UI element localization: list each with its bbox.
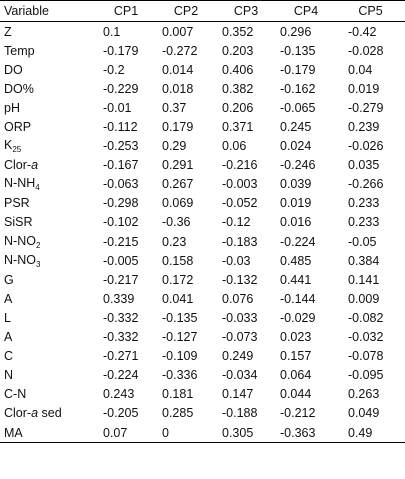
cp2-value: -0.135 bbox=[162, 310, 198, 325]
cp1-value: 0.1 bbox=[103, 24, 121, 39]
variable-cell bbox=[0, 308, 96, 327]
variable-cell bbox=[0, 270, 96, 289]
table-row bbox=[0, 232, 405, 251]
variable-cell bbox=[0, 232, 96, 251]
header-cp1: CP1 bbox=[96, 1, 156, 22]
variable-name: C bbox=[4, 349, 14, 364]
variable-subscript: 4 bbox=[35, 183, 40, 193]
cp3-value: 0.406 bbox=[222, 62, 254, 77]
variable-cell bbox=[0, 137, 96, 156]
cp5-value: -0.078 bbox=[348, 349, 384, 364]
cp1-value: -0.215 bbox=[103, 234, 139, 249]
cp5-value: -0.266 bbox=[348, 177, 384, 192]
variable-name: L bbox=[4, 310, 11, 325]
cp4-value: 0.023 bbox=[280, 330, 312, 345]
variable-cell bbox=[0, 41, 96, 60]
variable-cell bbox=[0, 423, 96, 443]
cp4-value: 0.019 bbox=[280, 196, 312, 211]
cp1-value: -0.229 bbox=[103, 81, 139, 96]
variable-name: N-NH bbox=[4, 176, 36, 191]
table-row bbox=[0, 41, 405, 60]
cp2-value: 0.158 bbox=[162, 253, 194, 268]
cp3-value: 0.382 bbox=[222, 81, 254, 96]
cp2-value: 0.29 bbox=[162, 139, 187, 154]
cp1-value: -0.167 bbox=[103, 158, 139, 173]
table-row bbox=[0, 137, 405, 156]
cp5-value: -0.279 bbox=[348, 100, 384, 115]
cp4-value: 0.016 bbox=[280, 215, 312, 230]
cp5-value: -0.026 bbox=[348, 139, 384, 154]
table-row bbox=[0, 366, 405, 385]
variable-cell bbox=[0, 385, 96, 404]
variable-cell bbox=[0, 213, 96, 232]
table-body bbox=[0, 22, 405, 443]
cp5-value: -0.05 bbox=[348, 234, 377, 249]
cp2-value: -0.272 bbox=[162, 43, 198, 58]
cp1-value: -0.063 bbox=[103, 177, 139, 192]
cp5-value: -0.032 bbox=[348, 330, 384, 345]
header-cp5: CP5 bbox=[336, 1, 405, 22]
variable-subscript: 2 bbox=[35, 240, 41, 250]
cp4-value: -0.135 bbox=[280, 43, 316, 58]
table-row bbox=[0, 60, 405, 79]
variable-cell bbox=[0, 251, 96, 270]
cp1-value: -0.271 bbox=[103, 349, 139, 364]
cp1-value: -0.253 bbox=[103, 139, 139, 154]
cp1-value: -0.2 bbox=[103, 62, 125, 77]
cp3-value: 0.206 bbox=[222, 100, 254, 115]
cp3-value: -0.188 bbox=[222, 406, 258, 421]
cp1-value: -0.298 bbox=[103, 196, 139, 211]
variable-name: ORP bbox=[4, 120, 32, 135]
cp2-value: 0.285 bbox=[162, 406, 194, 421]
table-row bbox=[0, 213, 405, 232]
cp4-value: 0.157 bbox=[280, 349, 312, 364]
cp1-value: -0.102 bbox=[103, 215, 139, 230]
variable-cell bbox=[0, 366, 96, 385]
cp1-value: 0.339 bbox=[103, 291, 135, 306]
cp3-value: 0.147 bbox=[222, 387, 254, 402]
cp2-value: 0.172 bbox=[162, 272, 194, 287]
cp1-value: -0.112 bbox=[103, 120, 138, 135]
cp1-value: 0.243 bbox=[103, 387, 135, 402]
cp4-value: 0.039 bbox=[280, 177, 312, 192]
cp5-value: 0.035 bbox=[348, 158, 380, 173]
table-row bbox=[0, 289, 405, 308]
cp2-value: 0.069 bbox=[162, 196, 194, 211]
variable-cell bbox=[0, 175, 96, 194]
variable-name: DO bbox=[4, 62, 23, 77]
cp1-value: 0.07 bbox=[96, 423, 156, 443]
variable-name: pH bbox=[4, 100, 20, 115]
variable-cell bbox=[0, 194, 96, 213]
variable-cell bbox=[0, 347, 96, 366]
table-row bbox=[0, 423, 405, 443]
cp5-value: -0.028 bbox=[348, 43, 384, 58]
cp3-value: -0.033 bbox=[222, 310, 258, 325]
cp4-value: -0.162 bbox=[280, 81, 316, 96]
variable-name: DO% bbox=[4, 81, 34, 96]
cp4-value: -0.363 bbox=[276, 423, 336, 443]
header-cp3: CP3 bbox=[216, 1, 276, 22]
cp5-value: 0.239 bbox=[348, 120, 380, 135]
cp3-value: -0.073 bbox=[222, 330, 258, 345]
table-row bbox=[0, 79, 405, 98]
table-row bbox=[0, 98, 405, 117]
cp5-value: 0.384 bbox=[348, 253, 380, 268]
variable-name: N-NO bbox=[4, 252, 36, 267]
cp2-value: -0.36 bbox=[162, 215, 191, 230]
cp1-value: -0.005 bbox=[103, 253, 139, 268]
table-header bbox=[0, 1, 405, 22]
cp2-value: -0.127 bbox=[162, 330, 198, 345]
cp2-value: -0.109 bbox=[162, 349, 198, 364]
cp2-value: 0.37 bbox=[162, 100, 187, 115]
variable-name: N-NO bbox=[4, 233, 36, 248]
table-row bbox=[0, 22, 405, 42]
variable-name: K bbox=[4, 138, 13, 153]
cp5-value: 0.04 bbox=[348, 62, 373, 77]
cp3-value: 0.076 bbox=[222, 291, 254, 306]
table-row bbox=[0, 385, 405, 404]
variable-name: N bbox=[4, 368, 14, 383]
variable-suffix: sed bbox=[38, 406, 62, 421]
cp5-value: -0.082 bbox=[348, 310, 384, 325]
cp5-value: -0.42 bbox=[348, 24, 377, 39]
table-row bbox=[0, 175, 405, 194]
variable-cell bbox=[0, 117, 96, 136]
cp2-value: 0.018 bbox=[162, 81, 194, 96]
cp3-value: 0.06 bbox=[222, 139, 247, 154]
cp3-value: 0.352 bbox=[222, 24, 254, 39]
variable-name: SiSR bbox=[4, 215, 33, 230]
variable-cell bbox=[0, 328, 96, 347]
variable-name: PSR bbox=[4, 196, 30, 211]
cp2-value: 0.23 bbox=[162, 234, 187, 249]
variable-name: A bbox=[4, 291, 13, 306]
cp3-value: -0.003 bbox=[222, 177, 258, 192]
variable-cell bbox=[0, 98, 96, 117]
cp3-value: 0.203 bbox=[222, 43, 254, 58]
cp3-value: -0.216 bbox=[222, 158, 258, 173]
cp1-value: -0.224 bbox=[103, 368, 139, 383]
variable-cell bbox=[0, 60, 96, 79]
variable-cell bbox=[0, 79, 96, 98]
cp3-value: 0.305 bbox=[216, 423, 276, 443]
cp3-value: -0.034 bbox=[222, 368, 258, 383]
cp4-value: 0.024 bbox=[280, 139, 312, 154]
cp3-value: -0.12 bbox=[222, 215, 251, 230]
header-variable: Variable bbox=[0, 1, 96, 22]
cp3-value: 0.371 bbox=[222, 120, 254, 135]
cp4-value: -0.179 bbox=[280, 62, 316, 77]
cp5-value: 0.49 bbox=[336, 423, 405, 443]
cp5-value: 0.049 bbox=[348, 406, 380, 421]
table-row bbox=[0, 251, 405, 270]
cp1-value: -0.332 bbox=[103, 330, 139, 345]
cp4-value: 0.296 bbox=[280, 24, 312, 39]
cp2-value: 0.041 bbox=[162, 291, 194, 306]
cp2-value: 0.181 bbox=[162, 387, 194, 402]
cp2-value: 0 bbox=[156, 423, 216, 443]
variable-italic: a bbox=[31, 406, 39, 421]
table-row bbox=[0, 308, 405, 327]
variable-name: Clor- bbox=[4, 158, 32, 173]
variable-name: G bbox=[4, 272, 14, 287]
variable-name: Z bbox=[4, 24, 12, 39]
cp3-value: -0.132 bbox=[222, 272, 258, 287]
table-row bbox=[0, 194, 405, 213]
cp3-value: 0.249 bbox=[222, 349, 254, 364]
variable-name: Clor- bbox=[4, 406, 32, 421]
cp4-value: -0.246 bbox=[280, 158, 316, 173]
cp2-value: 0.007 bbox=[162, 24, 194, 39]
cp5-value: 0.009 bbox=[348, 291, 380, 306]
variable-name: A bbox=[4, 330, 13, 345]
variable-cell bbox=[0, 22, 96, 42]
cp2-value: 0.179 bbox=[162, 120, 194, 135]
table-row bbox=[0, 156, 405, 175]
table-row bbox=[0, 117, 405, 136]
cp5-value: 0.141 bbox=[348, 272, 380, 287]
cp2-value: 0.014 bbox=[162, 62, 194, 77]
cp5-value: -0.095 bbox=[348, 368, 384, 383]
cp4-value: 0.485 bbox=[280, 253, 312, 268]
table-row bbox=[0, 328, 405, 347]
cp4-value: -0.212 bbox=[280, 406, 316, 421]
cp3-value: -0.183 bbox=[222, 234, 258, 249]
variable-cell bbox=[0, 156, 96, 175]
cp3-value: -0.052 bbox=[222, 196, 258, 211]
cp5-value: 0.263 bbox=[348, 387, 380, 402]
cp1-value: -0.179 bbox=[103, 43, 139, 58]
cp2-value: -0.336 bbox=[162, 368, 198, 383]
variable-subscript: 3 bbox=[35, 259, 41, 269]
cp5-value: 0.019 bbox=[348, 81, 380, 96]
cp2-value: 0.291 bbox=[162, 158, 194, 173]
table-row bbox=[0, 270, 405, 289]
cp4-value: 0.044 bbox=[280, 387, 312, 402]
cp4-value: 0.064 bbox=[280, 368, 312, 383]
cp5-value: 0.233 bbox=[348, 215, 380, 230]
header-cp2: CP2 bbox=[156, 1, 216, 22]
cp1-value: -0.217 bbox=[103, 272, 139, 287]
cp2-value: 0.267 bbox=[162, 177, 194, 192]
variable-name: C-N bbox=[4, 387, 27, 402]
cp1-value: -0.01 bbox=[103, 100, 132, 115]
cp4-value: -0.224 bbox=[280, 234, 316, 249]
variable-name: Temp bbox=[4, 43, 35, 58]
cp4-value: -0.065 bbox=[280, 100, 316, 115]
cp4-value: 0.245 bbox=[280, 120, 312, 135]
cp3-value: -0.03 bbox=[222, 253, 251, 268]
variable-name: MA bbox=[4, 425, 23, 440]
cp4-value: -0.029 bbox=[280, 310, 316, 325]
variable-cell bbox=[0, 404, 96, 423]
variable-italic: a bbox=[31, 158, 39, 173]
cp1-value: -0.332 bbox=[103, 310, 139, 325]
cp1-value: -0.205 bbox=[103, 406, 139, 421]
header-cp4: CP4 bbox=[276, 1, 336, 22]
table-row bbox=[0, 347, 405, 366]
header-row bbox=[0, 1, 405, 22]
cp4-value: 0.441 bbox=[280, 272, 312, 287]
cp5-value: 0.233 bbox=[348, 196, 380, 211]
table-row bbox=[0, 404, 405, 423]
variable-cell bbox=[0, 289, 96, 308]
variable-subscript: 25 bbox=[12, 145, 22, 155]
cp4-value: -0.144 bbox=[280, 291, 316, 306]
